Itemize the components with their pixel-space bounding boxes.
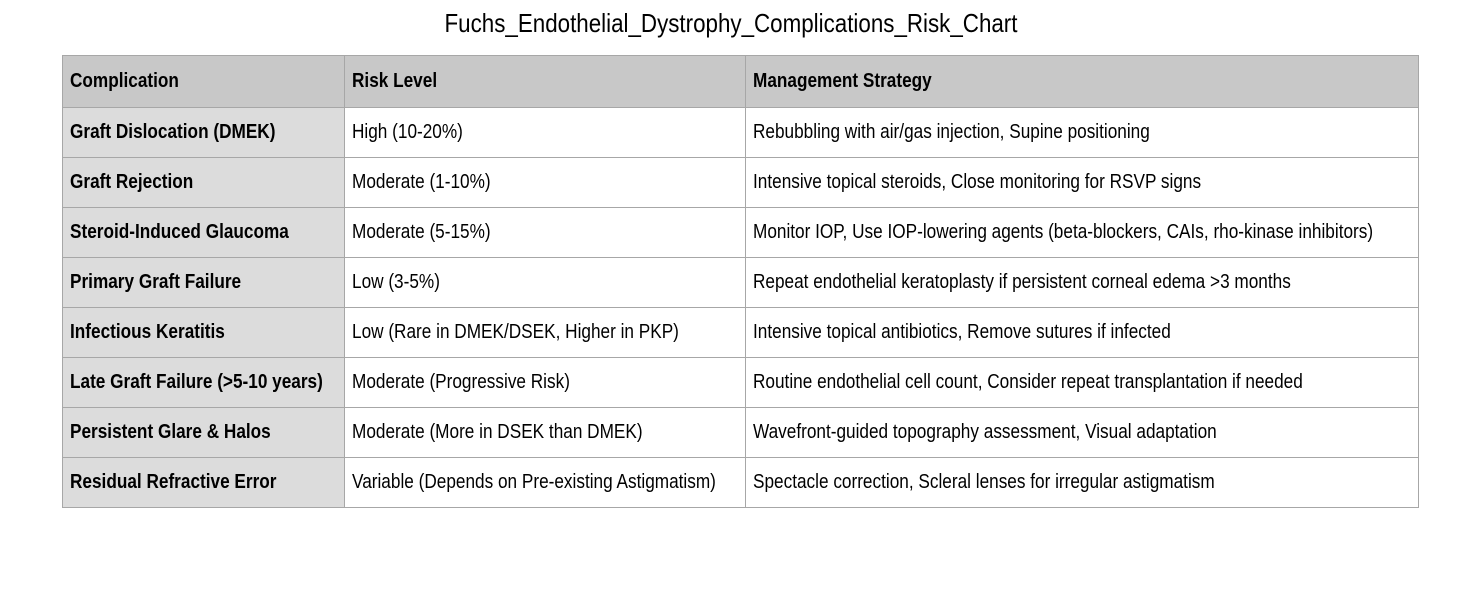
complication-label: Graft Rejection [70, 171, 194, 193]
risk-level-value: Moderate (1-10%) [352, 171, 491, 193]
table-cell [746, 308, 1419, 358]
complication-label: Steroid-Induced Glaucoma [70, 221, 289, 243]
table-cell [746, 258, 1419, 308]
table-cell [345, 158, 746, 208]
table-cell [345, 408, 746, 458]
table-row [63, 208, 1419, 258]
management-strategy-text: Spectacle correction, Scleral lenses for irregular astigmatism [753, 471, 1215, 493]
complication-label: Residual Refractive Error [70, 471, 277, 493]
table-cell [746, 458, 1419, 508]
complication-label: Primary Graft Failure [70, 271, 242, 293]
column-header [63, 56, 345, 108]
table-cell [345, 358, 746, 408]
risk-level-value: Low (3-5%) [352, 271, 440, 293]
risk-level-value: High (10-20%) [352, 121, 463, 143]
table-cell [746, 408, 1419, 458]
column-header [746, 56, 1419, 108]
table-row [63, 308, 1419, 358]
table-body [63, 108, 1419, 508]
table-cell [345, 208, 746, 258]
management-strategy-text: Wavefront-guided topography assessment, Visual adaptation [753, 421, 1217, 443]
management-strategy-text: Intensive topical antibiotics, Remove sutures if infected [753, 321, 1171, 343]
risk-table [62, 55, 1419, 508]
column-header-label: Risk Level [352, 70, 438, 92]
table-row [63, 458, 1419, 508]
management-strategy-text: Intensive topical steroids, Close monitoring for RSVP signs [753, 171, 1202, 193]
column-header [345, 56, 746, 108]
complication-label: Infectious Keratitis [70, 321, 225, 343]
table-cell [345, 108, 746, 158]
risk-level-value: Moderate (5-15%) [352, 221, 491, 243]
table-cell [63, 258, 345, 308]
table-row [63, 408, 1419, 458]
risk-level-value: Variable (Depends on Pre-existing Astigmatism) [352, 471, 716, 493]
column-header-label: Management Strategy [753, 70, 932, 92]
table-cell [746, 358, 1419, 408]
table-row [63, 358, 1419, 408]
table-row [63, 158, 1419, 208]
table-row [63, 258, 1419, 308]
table-cell [63, 108, 345, 158]
risk-level-value: Moderate (More in DSEK than DMEK) [352, 421, 643, 443]
table-cell [63, 458, 345, 508]
complication-label: Persistent Glare & Halos [70, 421, 271, 443]
table-cell [63, 408, 345, 458]
table-cell [63, 158, 345, 208]
table-cell [345, 458, 746, 508]
table-cell [746, 158, 1419, 208]
table-cell [63, 358, 345, 408]
risk-level-value: Moderate (Progressive Risk) [352, 371, 570, 393]
management-strategy-text: Repeat endothelial keratoplasty if persistent corneal edema >3 months [753, 271, 1291, 293]
table-cell [345, 258, 746, 308]
management-strategy-text: Routine endothelial cell count, Consider repeat transplantation if needed [753, 371, 1303, 393]
table-cell [345, 308, 746, 358]
chart-title: Fuchs_Endothelial_Dystrophy_Complications_Risk_Chart [444, 8, 1018, 38]
complication-label: Graft Dislocation (DMEK) [70, 121, 276, 143]
table-cell [63, 208, 345, 258]
header-row [63, 56, 1419, 108]
management-strategy-text: Rebubbling with air/gas injection, Supine positioning [753, 121, 1150, 143]
risk-level-value: Low (Rare in DMEK/DSEK, Higher in PKP) [352, 321, 679, 343]
column-header-label: Complication [70, 70, 179, 92]
management-strategy-text: Monitor IOP, Use IOP-lowering agents (beta-blockers, CAIs, rho-kinase inhibitors) [753, 221, 1374, 243]
table-cell [746, 208, 1419, 258]
complication-label: Late Graft Failure (>5-10 years) [70, 371, 323, 393]
table-cell [746, 108, 1419, 158]
table-cell [63, 308, 345, 358]
table-row [63, 108, 1419, 158]
